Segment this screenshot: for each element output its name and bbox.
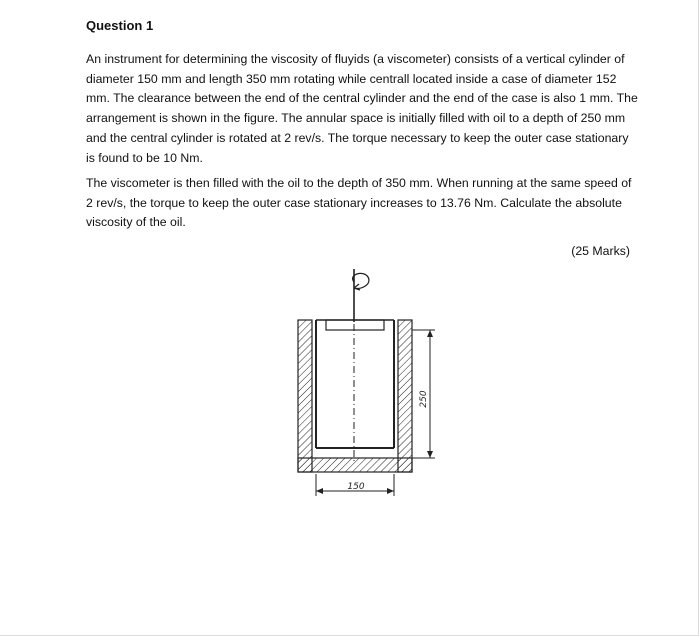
diameter-label: 150 <box>347 482 365 492</box>
viscometer-figure <box>270 264 450 504</box>
question-title: Question 1 <box>86 18 154 33</box>
cylinder-collar <box>326 320 384 330</box>
marks-label: (25 Marks) <box>571 244 630 258</box>
central-cylinder <box>316 320 394 448</box>
depth-label: 250 <box>419 390 429 408</box>
rotation-arrow-icon <box>353 273 369 290</box>
question-paragraph-1: An instrument for determining the viscosity of fluyids (a viscometer) consists of a vertical cylinder of diameter 150 mm and length 350 mm rotating while centrall located inside a case of diameter 152 mm. The clearance between the end of the central cylinder and the end of the case is also 1 mm. The arrangement is shown in the figure. The annular space is initially filled with oil to a depth of 250 mm and the central cylinder is rotated at 2 rev/s. The torque necessary to keep the outer case stationary is found to be 10 Nm. <box>86 52 638 165</box>
question-paragraph-2: The viscometer is then filled with the oil to the depth of 350 mm. When running at the same speed of 2 rev/s, the torque to keep the outer case stationary increases to 13.76 Nm. Calculate the absolute viscosity of the oil. <box>86 176 632 230</box>
